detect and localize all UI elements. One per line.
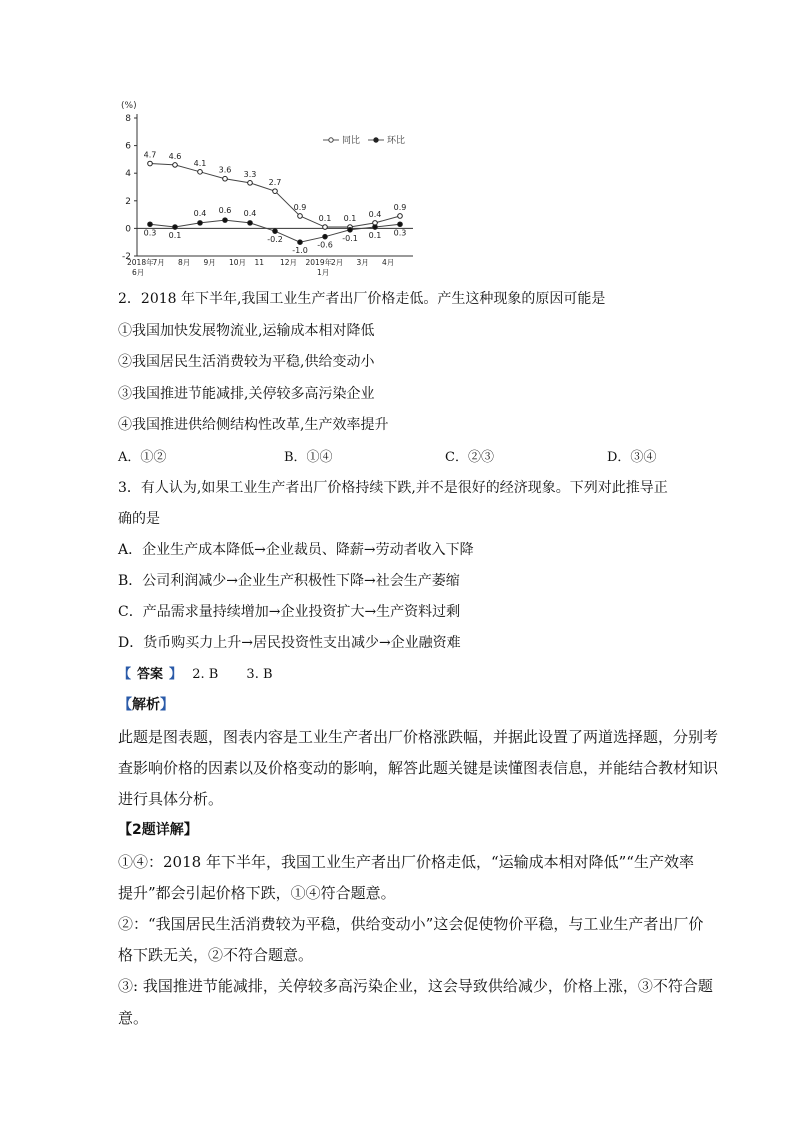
- q3-option-c: C．产品需求量持续增加→企业投资扩大→生产资料过剩: [118, 604, 461, 620]
- x-tick-label: 2019年: [305, 258, 333, 267]
- series-line-yoy: [150, 164, 400, 227]
- data-label-yoy: 4.1: [193, 158, 207, 168]
- data-point-yoy: [323, 225, 328, 230]
- data-point-yoy: [273, 189, 278, 194]
- q3-stem-line2: 确的是: [118, 511, 160, 527]
- x-tick-label: 9月: [203, 258, 216, 267]
- analysis-line-2: 查影响价格的因素以及价格变动的影响，解答此题关键是读懂图表信息，并能结合教材知识: [118, 759, 719, 777]
- data-point-yoy: [223, 176, 228, 181]
- legend-label-yoy: 同比: [342, 136, 361, 146]
- data-point-mom: [248, 221, 253, 226]
- data-point-mom: [323, 234, 328, 239]
- detail2-line-5: ③: 我国推进节能减排，关停较多高污染企业，这会导致供给减少，价格上涨，③不符合题: [118, 977, 713, 995]
- data-label-yoy: 0.1: [343, 214, 357, 224]
- data-label-mom: 0.4: [193, 208, 207, 218]
- detail2-line-4: 格下跌无关，②不符合题意。: [118, 946, 314, 964]
- data-label-mom: -0.2: [267, 235, 283, 245]
- detail2-line-2: 提升”都会引起价格下跌，①④符合题意。: [118, 884, 396, 902]
- data-label-yoy: 4.6: [168, 151, 182, 161]
- data-point-yoy: [148, 161, 153, 166]
- data-point-mom: [398, 222, 403, 227]
- answer-line: [118, 665, 279, 685]
- data-label-mom: -1.0: [292, 246, 308, 256]
- x-sub-label: 6月: [132, 268, 145, 277]
- detail2-line-3: ②：“我国居民生活消费较为平稳，供给变动小”这会促使物价平稳，与工业生产者出厂价: [118, 915, 704, 933]
- q2-option-c: C．②③: [445, 450, 494, 465]
- x-tick-label: 2018年: [127, 258, 154, 267]
- legend-label-mom: 环比: [387, 136, 406, 146]
- y-tick-label: 6: [125, 141, 131, 152]
- analysis-line-3: 进行具体分析。: [118, 790, 224, 808]
- q3-option-d: D．货币购买力上升→居民投资性支出减少→企业融资难: [118, 635, 461, 651]
- data-point-mom: [198, 221, 203, 226]
- x-sub-label: 1月: [317, 268, 330, 277]
- x-tick-label: 7月: [152, 258, 165, 267]
- data-label-yoy: 4.7: [143, 150, 157, 160]
- data-label-yoy: 0.1: [318, 214, 332, 224]
- x-tick-label: 12月: [280, 258, 298, 267]
- q3-stem-line1: 3．有人认为,如果工业生产者出厂价格持续下跌,并不是很好的经济现象。下列对此推导正: [118, 480, 668, 496]
- analysis-label: 解析: [132, 697, 160, 713]
- data-label-mom: 0.1: [368, 231, 382, 241]
- y-tick-label: 8: [125, 114, 131, 124]
- data-label-mom: 0.1: [168, 231, 182, 241]
- detail2-header: 【2题详解】: [118, 822, 198, 838]
- data-label-mom: 0.4: [243, 208, 257, 218]
- data-point-yoy: [173, 163, 178, 168]
- q2-item-3: ③我国推进节能减排,关停较多高污染企业: [118, 386, 375, 402]
- data-point-yoy: [298, 214, 303, 219]
- detail2-line-1: ①④：2018 年下半年，我国工业生产者出厂价格走低，“运输成本相对降低”“生产效率: [118, 853, 694, 871]
- data-label-mom: 0.3: [393, 228, 407, 238]
- data-label-yoy: 0.9: [393, 202, 407, 212]
- data-label-yoy: 3.3: [243, 169, 257, 179]
- q3-option-a: A．企业生产成本降低→企业裁员、降薪→劳动者收入下降: [118, 542, 474, 558]
- data-point-mom: [373, 225, 378, 230]
- data-label-mom: -0.1: [342, 233, 358, 243]
- q2-stem: 2．2018 年下半年,我国工业生产者出厂价格走低。产生这种现象的原因可能是: [118, 291, 606, 307]
- data-point-mom: [173, 225, 178, 230]
- detail2-line-6: 意。: [118, 1009, 149, 1027]
- analysis-line-1: 此题是图表题，图表内容是工业生产者出厂价格涨跌幅，并据此设置了两道选择题，分别考: [118, 728, 719, 746]
- x-tick-label: 4月: [382, 258, 395, 267]
- data-point-mom: [223, 218, 228, 223]
- x-tick-label: 10月: [229, 258, 247, 267]
- q2-item-1: ①我国加快发展物流业,运输成本相对降低: [118, 323, 375, 339]
- chart-canvas: [115, 98, 420, 280]
- data-point-mom: [273, 229, 278, 234]
- legend-marker-mom: [374, 138, 378, 142]
- q2-item-4: ④我国推进供给侧结构性改革,生产效率提升: [118, 417, 389, 433]
- data-label-yoy: 0.9: [293, 202, 307, 212]
- answer-value-3: 3. B: [246, 667, 273, 682]
- answer-bracket-close: 】: [169, 667, 183, 682]
- y-tick-label: 0: [125, 224, 131, 235]
- data-point-mom: [148, 222, 153, 227]
- y-tick-label: -2: [122, 252, 131, 262]
- analysis-bracket-open: 【: [118, 697, 132, 713]
- data-point-yoy: [398, 214, 403, 219]
- q2-option-a: A．①②: [118, 450, 167, 465]
- data-label-yoy: 3.6: [218, 165, 232, 175]
- y-tick-label: 4: [125, 169, 131, 180]
- data-label-mom: -0.6: [317, 240, 333, 250]
- answer-bracket-open: 【: [118, 667, 132, 682]
- data-label-yoy: 0.4: [368, 209, 382, 219]
- q2-item-2: ②我国居民生活消费较为平稳,供给变动小: [118, 354, 375, 370]
- q3-option-b: B．公司利润减少→企业生产积极性下降→社会生产萎缩: [118, 573, 460, 589]
- x-tick-label: 11: [254, 258, 265, 267]
- analysis-header: [118, 695, 174, 715]
- data-label-mom: 0.6: [218, 206, 232, 216]
- y-unit-label: (%): [121, 101, 137, 111]
- data-point-mom: [348, 227, 353, 232]
- data-point-yoy: [248, 181, 253, 186]
- answer-label: 答案: [137, 667, 164, 682]
- price-change-chart: [115, 98, 420, 280]
- q2-option-b: B．①④: [284, 450, 333, 465]
- answer-value-2: 2. B: [192, 667, 219, 682]
- data-label-mom: 0.3: [143, 228, 157, 238]
- q2-option-d: D．③④: [607, 450, 657, 465]
- data-point-yoy: [198, 170, 203, 175]
- data-point-mom: [298, 240, 303, 245]
- data-label-yoy: 2.7: [268, 178, 282, 188]
- x-tick-label: 3月: [356, 258, 369, 267]
- x-tick-label: 2月: [331, 258, 344, 267]
- legend-marker-yoy: [329, 138, 333, 142]
- y-tick-label: 2: [125, 196, 131, 207]
- analysis-bracket-close: 】: [160, 697, 174, 713]
- x-tick-label: 8月: [178, 258, 191, 267]
